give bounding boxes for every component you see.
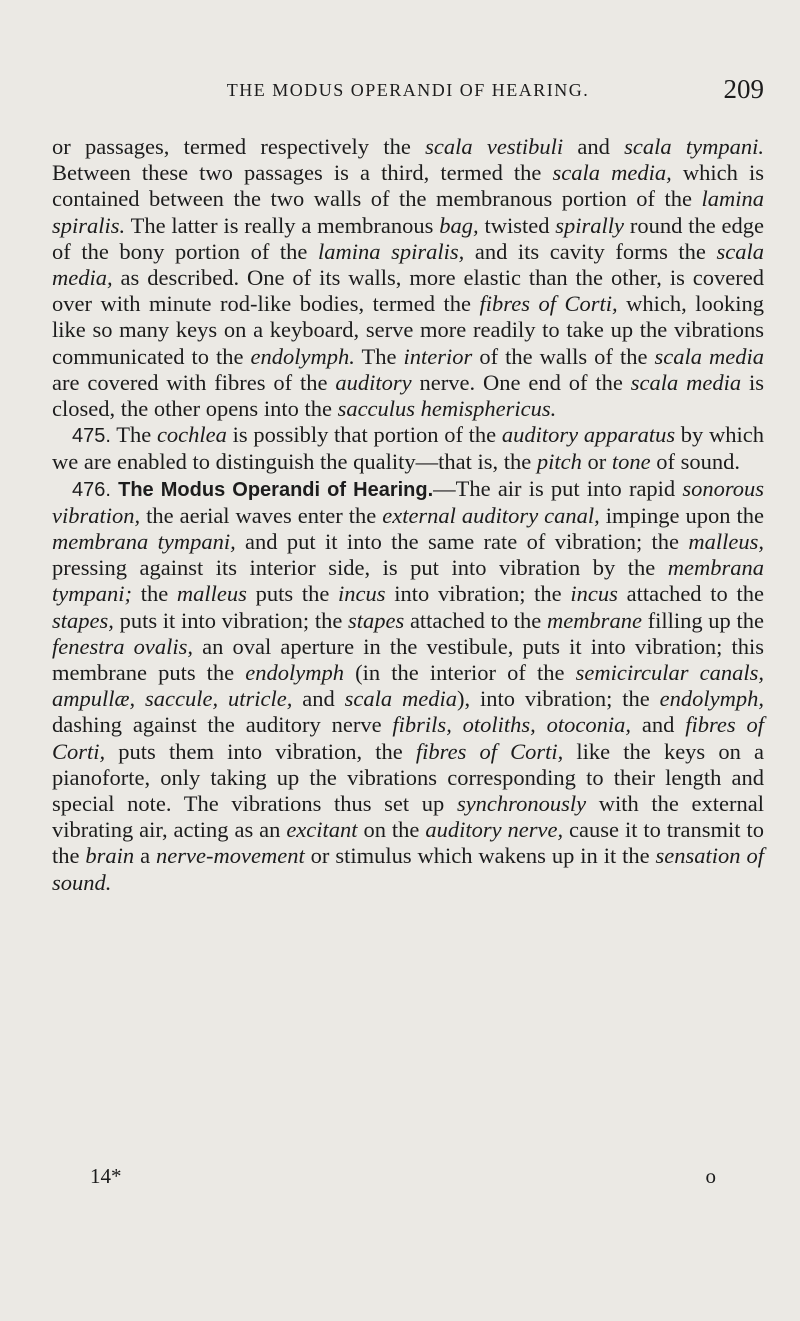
page-footer xyxy=(90,1164,716,1194)
signature-letter: o xyxy=(705,1164,716,1188)
printer-signature: 14* xyxy=(90,1164,122,1188)
page-header xyxy=(52,74,764,110)
running-title: THE MODUS OPERANDI OF HEARING. xyxy=(226,80,590,100)
paragraph-continuation: or passages, termed respectively the scala vestibuli and scala tympani. Between these two passages is a third, termed the scala media, which is contained between the two walls of the membranous portion of the lamina spiralis. The latter is really a membranous bag, twisted spirally round the edge of the bony portion of the lamina spiralis, and its cavity forms the scala media, as described. One of its walls, more elastic than the other, is covered over with minute rod-like bodies, termed the fibres of Corti, which, looking like so many keys on a keyboard, serve more readily to take up the vibrations communicated to the endolymph. The interior of the walls of the scala media are covered with fibres of the auditory nerve. One end of the scala media is closed, the other opens into the sacculus hemisphericus. xyxy=(52,134,765,422)
section-number-475: 475. xyxy=(72,425,111,448)
body-text xyxy=(52,134,764,896)
section-number-476: 476. xyxy=(72,478,111,501)
paragraph-476: 476. The Modus Operandi of Hearing.—The air is put into rapid sonorous vibration, the aerial waves enter the external auditory canal, impinge upon the membrana tympani, and put it into the same rate of vibration; the malleus, pressing against its interior side, is put into vibration by the membrana tympani; the malleus puts the incus into vibration; the incus attached to the stapes, puts it into vibration; the stapes attached to the membrane filling up the fenestra ovalis, an oval aperture in the vestibule, puts it into vibration; this membrane puts the endolymph (in the interior of the semicircular canals, ampullæ, saccule, utricle, and scala media), into vibration; the endolymph, dashing against the auditory nerve fibrils, otoliths, otoconia, and fibres of Corti, puts them into vibration, the fibres of Corti, like the keys on a pianoforte, only taking up the vibrations corresponding to their length and special note. The vibrations thus set up synchronously with the external vibrating air, acting as an excitant on the auditory nerve, cause it to transmit to the brain a nerve-movement or stimulus which wakens up in it the sensation of sound. xyxy=(52,475,765,895)
paragraph-475: 475. The cochlea is possibly that portion of the auditory apparatus by which we are enabled to distinguish the quality—that is, the pitch or tone of sound. xyxy=(52,422,764,475)
section-heading: The Modus Operandi of Hearing. xyxy=(118,478,434,501)
page-number: 209 xyxy=(723,74,764,104)
